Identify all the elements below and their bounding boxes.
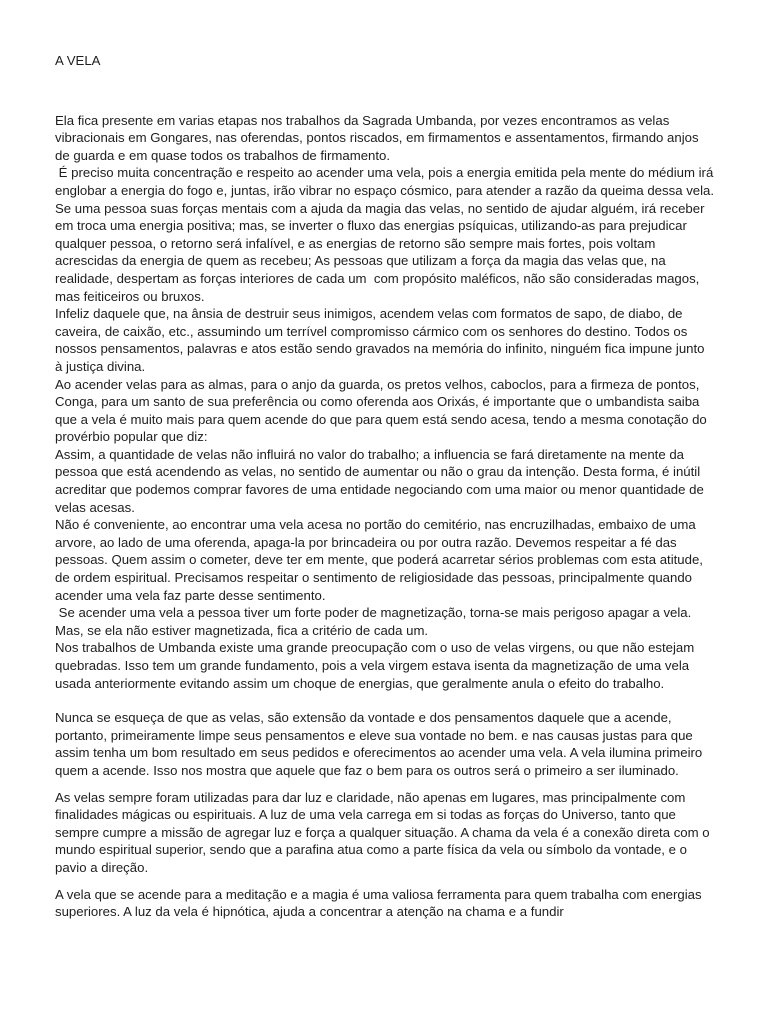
document-title: A VELA [55, 53, 101, 68]
paragraph-block-1 [55, 112, 715, 693]
paragraph: Infeliz daquele que, na ânsia de destruir seus inimigos, acendem velas com formatos de sapo, de diabo, de caveira, de caixão, etc., assumindo um terrível compromisso cármico com os senhores do destino. Todos os nossos pensamentos, palavras e atos estão sendo gravados na memória do infinito, ninguém fica impune junto à justiça divina. [55, 306, 709, 374]
paragraph: As velas sempre foram utilizadas para dar luz e claridade, não apenas em lugares, mas principalmente com finalidades mágicas ou espirituais. A luz de uma vela carrega em si todas as forças do Universo, tanto que sempre cumpre a missão de agregar luz e força a qualquer situação. A chama da vela é a conexão direta com o mundo espiritual superior, sendo que a parafina atua como a parte física da vela ou símbolo da vontade, e o pavio a direção. [55, 789, 714, 875]
paragraph: Ela fica presente em varias etapas nos trabalhos da Sagrada Umbanda, por vezes encontramos as velas vibracionais em Gongares, nas oferendas, pontos riscados, em firmamentos e assentamentos, firmando anjos de guarda e em quase todos os trabalhos de firmamento. [55, 112, 703, 163]
paragraph: Ao acender velas para as almas, para o anjo da guarda, os pretos velhos, caboclos, para a firmeza de pontos, Conga, para um santo de sua preferência ou como oferenda aos Orixás, é importante que o umbandista saiba que a vela é muito mais para quem acende do que para quem está sendo acesa, tendo a mesma conotação do provérbio popular que diz: [55, 376, 711, 445]
paragraph-block-2 [55, 709, 715, 779]
document-page [55, 52, 715, 921]
paragraph: É preciso muita concentração e respeito ao acender uma vela, pois a energia emitida pela mente do médium irá englobar a energia do fogo e, juntas, irão vibrar no espaço cósmico, para atender a razão da queima dessa vela. [55, 165, 717, 198]
paragraph-block-3 [55, 789, 715, 877]
paragraph: Se acender uma vela a pessoa tiver um forte poder de magnetização, torna-se mais perigoso apagar a vela. Mas, se ela não estiver magnetizada, fica a critério de cada um. [55, 605, 695, 638]
paragraph: Nos trabalhos de Umbanda existe uma grande preocupação com o uso de velas virgens, ou que não estejam quebradas. Isso tem um grande fundamento, pois a vela virgem estava isenta da magnetização de uma vela usada anteriormente evitando assim um choque de energias, que geralmente anula o efeito do trabalho. [55, 640, 698, 691]
paragraph: Não é conveniente, ao encontrar uma vela acesa no portão do cemitério, nas encruzilhadas, embaixo de uma arvore, ao lado de uma oferenda, apaga-la por brincadeira ou por outra razão. Devemos respeitar a fé das pessoas. Quem assim o cometer, deve ter em mente, que poderá acarretar sérios problemas com esta atitude, de ordem espiritual. Precisamos respeitar o sentimento de religiosidade das pessoas, principalmente quando acender uma vela faz parte desse sentimento. [55, 517, 707, 603]
paragraph: Nunca se esqueça de que as velas, são extensão da vontade e dos pensamentos daquele que a acende, portanto, primeiramente limpe seus pensamentos e eleve sua vontade no bem. e nas causas justas para que assim tenha um bom resultado em seus pedidos e oferecimentos ao acender uma vela. A vela ilumina primeiro quem a acende. Isso nos mostra que aquele que faz o bem para os outros será o primeiro a ser iluminado. [55, 710, 706, 778]
paragraph-block-4 [55, 886, 715, 921]
paragraph: A vela que se acende para a meditação e a magia é uma valiosa ferramenta para quem trabalha com energias superiores. A luz da vela é hipnótica, ajuda a concentrar a atenção na chama e a fundir [55, 886, 706, 920]
paragraph: Assim, a quantidade de velas não influirá no valor do trabalho; a influencia se fará diretamente na mente da pessoa que está acendendo as velas, no sentido de aumentar ou não o grau da intenção. Desta forma, é inútil acreditar que podemos comprar favores de uma entidade negociando com uma maior ou menor quantidade de velas acesas. [55, 446, 708, 515]
paragraph: Se uma pessoa suas forças mentais com a ajuda da magia das velas, no sentido de ajudar alguém, irá receber em troca uma energia positiva; mas, se inverter o fluxo das energias psíquicas, utilizando-as para prejudicar qualquer pessoa, o retorno será infalível, e as energias de retorno são sempre mais fortes, pois voltam acrescidas da energia de quem as recebeu; As pessoas que utilizam a força da magia das velas que, na realidade, despertam as forças interiores de cada um com propósito maléficos, não são consideradas magos, mas feiticeiros ou bruxos. [55, 200, 709, 304]
